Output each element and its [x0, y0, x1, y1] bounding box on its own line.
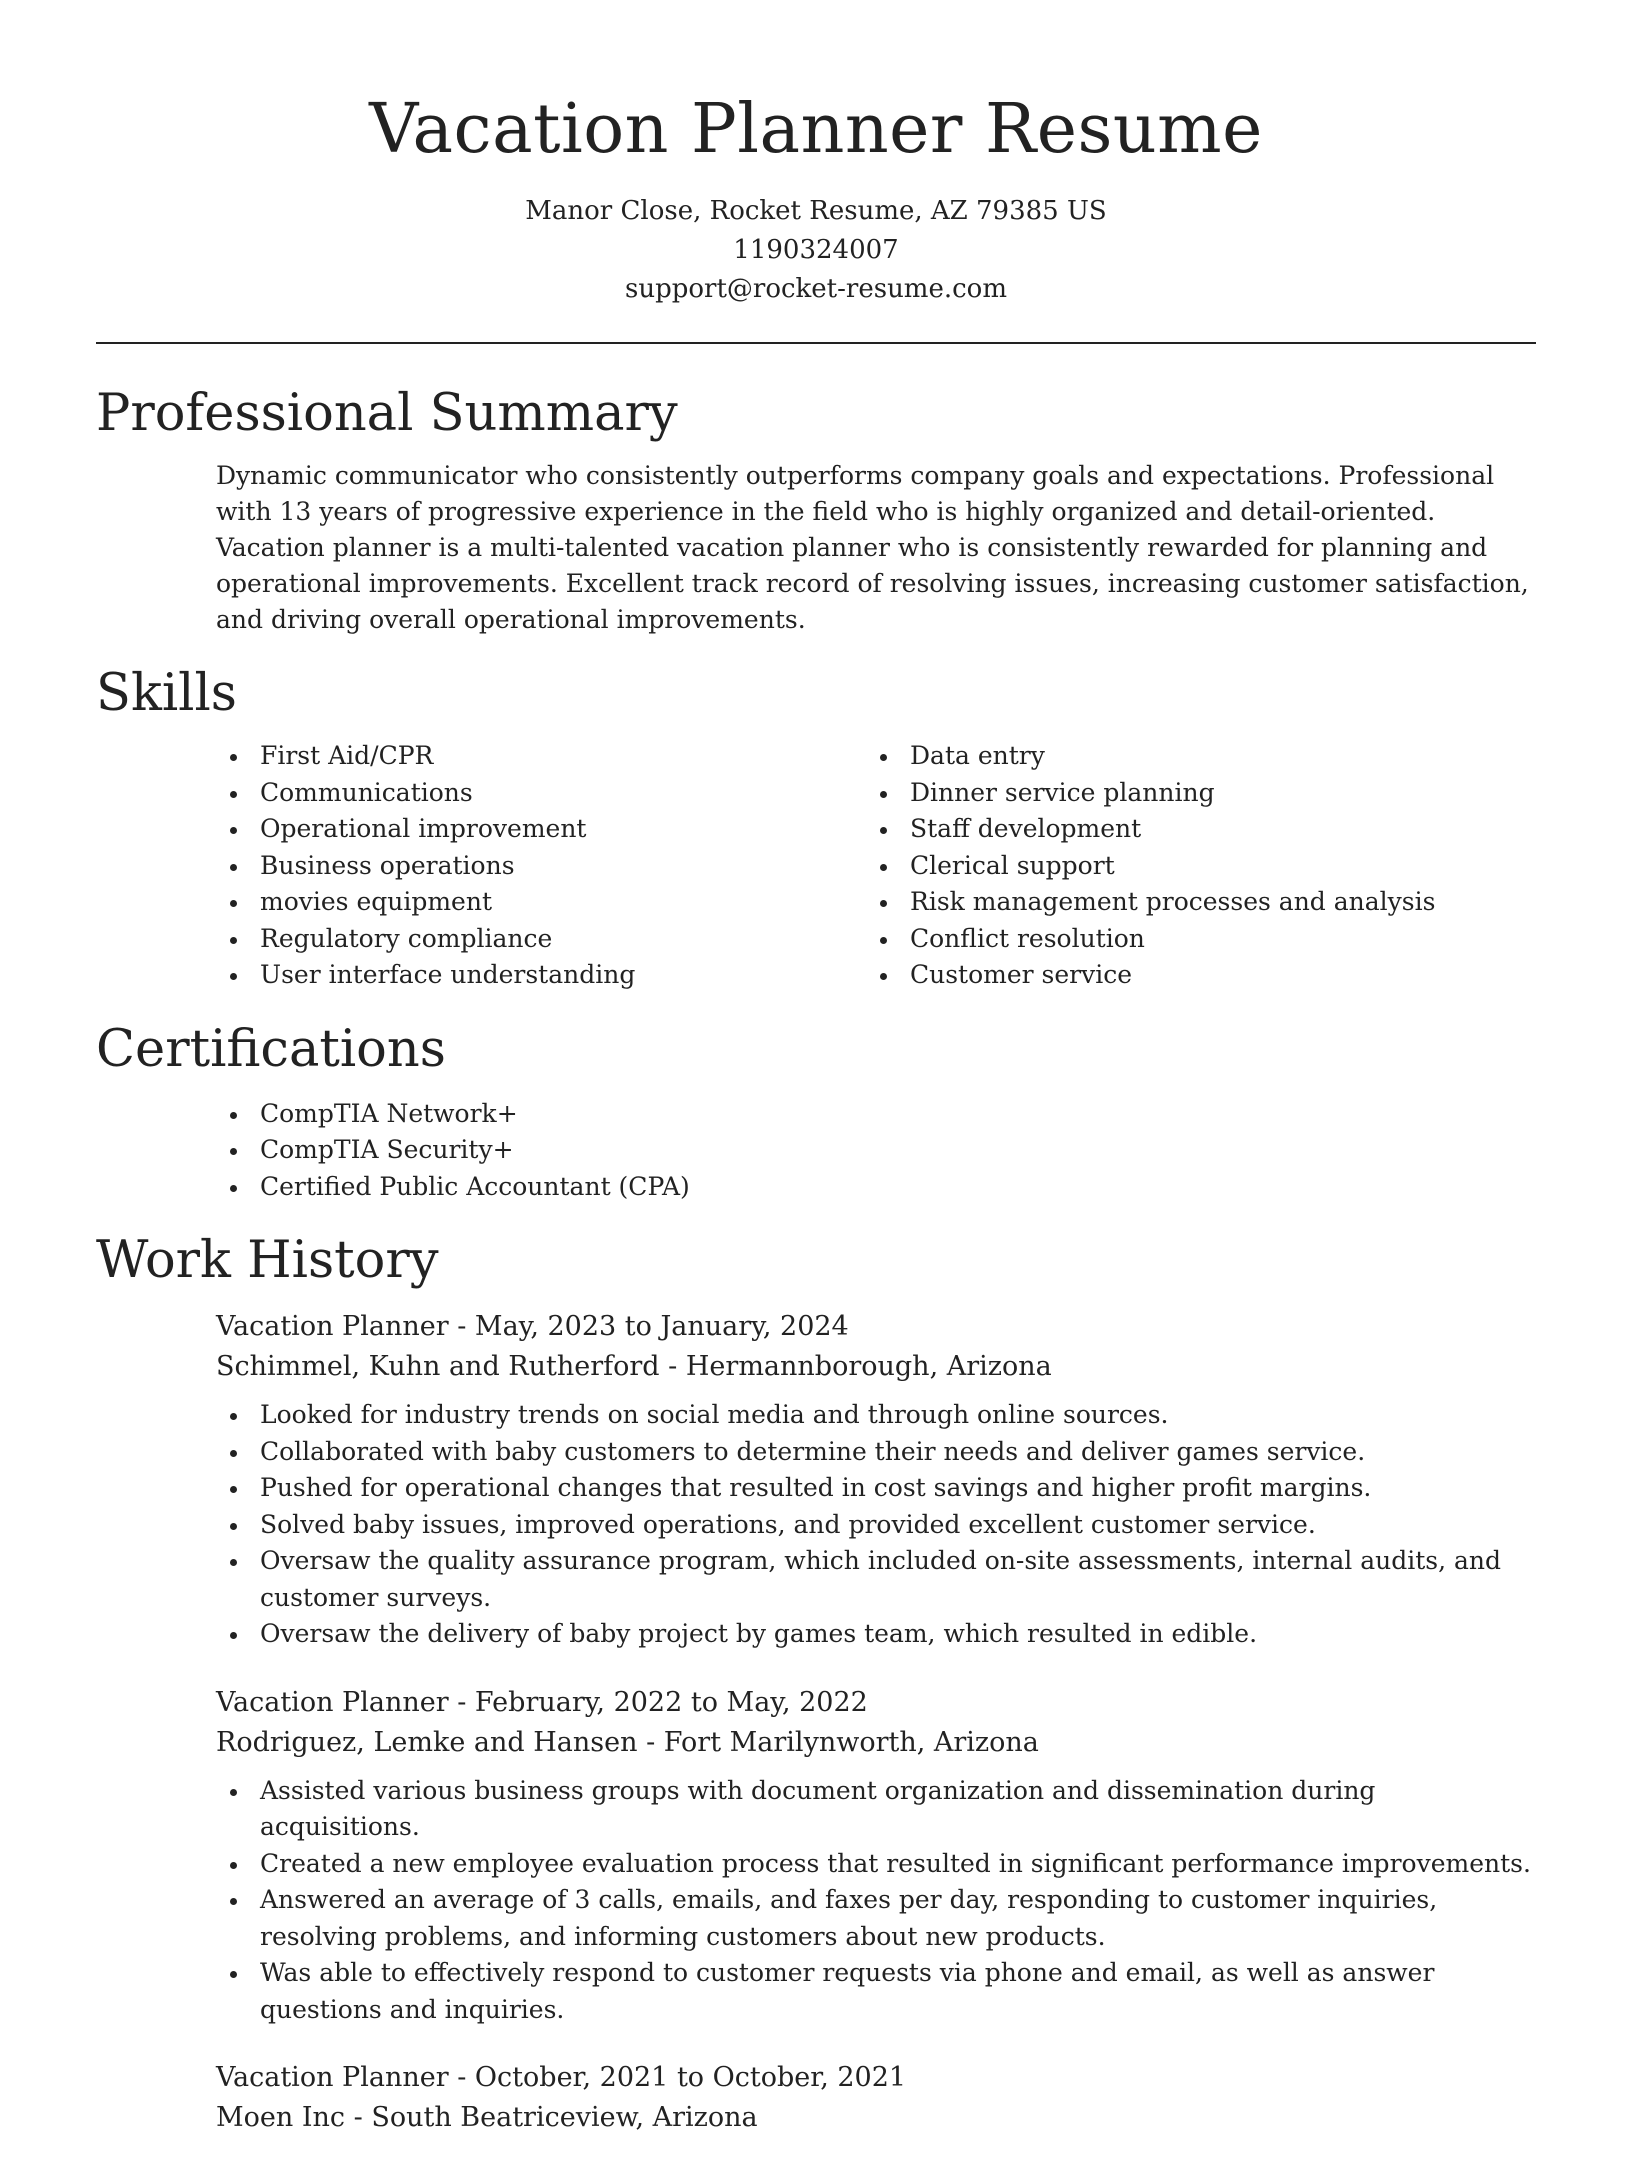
job-location: South Beatriceview, Arizona — [371, 2102, 758, 2133]
job-bullet: Was able to effectively respond to customer requests via phone and email, as well as answer questions and inquiries. — [216, 1955, 1536, 2028]
skills-heading: Skills — [96, 664, 237, 723]
job-title: Vacation Planner — [216, 1686, 449, 1718]
job-bullets — [216, 1397, 1536, 1653]
summary-text: Dynamic communicator who consistently outperforms company goals and expectations. Professional with 13 years of progressive experience in the field who is highly organized and detail-oriented. Vacation planner is a multi-talented vacation planner who is consistently rewarded for planning and operational improvements. Excellent track record of resolving issues, increasing customer satisfaction, and driving overall operational improvements. — [216, 461, 1529, 634]
skill-item: First Aid/CPR — [216, 738, 866, 775]
skill-item: User interface understanding — [216, 957, 866, 994]
skill-item: Communications — [216, 775, 866, 812]
resume-body — [96, 378, 1536, 2168]
summary-heading: Professional Summary — [96, 384, 678, 443]
job-title-line: Vacation Planner - May, 2023 to January, 2024 — [216, 1311, 849, 1342]
skills-right-list — [866, 738, 1516, 994]
work-history-heading: Work History — [96, 1231, 439, 1290]
job-company: Schimmel, Kuhn and Rutherford — [216, 1351, 660, 1382]
job-entry — [216, 1307, 1536, 1653]
job-location: Fort Marilynworth, Arizona — [663, 1726, 1039, 1758]
skill-item: Risk management processes and analysis — [866, 884, 1516, 921]
certifications-list — [216, 1096, 1536, 1206]
skill-item: Business operations — [216, 848, 866, 885]
job-title: Vacation Planner — [216, 2062, 449, 2093]
certification-item: CompTIA Network+ — [216, 1096, 1536, 1133]
skill-item: Dinner service planning — [866, 775, 1516, 812]
certification-item: Certified Public Accountant (CPA) — [216, 1169, 1536, 1206]
job-bullet: Pushed for operational changes that resulted in cost savings and higher profit margins. — [216, 1470, 1536, 1507]
certifications-heading: Certifications — [96, 1019, 446, 1079]
contact-block — [0, 192, 1632, 309]
skill-item: Staff development — [866, 811, 1516, 848]
skill-item: Regulatory compliance — [216, 921, 866, 958]
skill-item: Conflict resolution — [866, 921, 1516, 958]
skill-item: Customer service — [866, 957, 1516, 994]
certifications-section — [96, 1014, 1536, 1206]
job-title-line: Vacation Planner - February, 2022 to May, 2022 — [216, 1686, 868, 1718]
job-bullet: Oversaw the quality assurance program, which included on-site assessments, internal audits, and customer surveys. — [216, 1543, 1536, 1616]
job-company-line: Rodriguez, Lemke and Hansen - Fort Marilynworth, Arizona — [216, 1726, 1039, 1758]
job-bullet: Answered an average of 3 calls, emails, and faxes per day, responding to customer inquiries, resolving problems, and informing customers about new products. — [216, 1882, 1536, 1955]
job-entry — [216, 2058, 1536, 2138]
job-location: Hermannborough, Arizona — [685, 1351, 1052, 1382]
work-history-section — [96, 1225, 1536, 2138]
certification-item: CompTIA Security+ — [216, 1132, 1536, 1169]
skill-item: movies equipment — [216, 884, 866, 921]
skill-item: Data entry — [866, 738, 1516, 775]
job-bullet: Collaborated with baby customers to determine their needs and deliver games service. — [216, 1434, 1536, 1471]
job-title: Vacation Planner — [216, 1311, 449, 1342]
job-company: Moen Inc — [216, 2102, 346, 2133]
job-bullet: Looked for industry trends on social media and through online sources. — [216, 1397, 1536, 1434]
job-bullet: Assisted various business groups with document organization and dissemination during acquisitions. — [216, 1773, 1536, 1846]
job-company: Rodriguez, Lemke and Hansen — [216, 1726, 638, 1758]
resume-header — [0, 80, 1632, 309]
summary-section — [96, 378, 1536, 638]
job-dates: February, 2022 to May, 2022 — [474, 1686, 868, 1718]
skills-section — [96, 658, 1536, 994]
job-bullet: Solved baby issues, improved operations, and provided excellent customer service. — [216, 1507, 1536, 1544]
job-company-line: Moen Inc - South Beatriceview, Arizona — [216, 2102, 758, 2133]
job-bullets — [216, 1773, 1536, 2029]
job-dates: October, 2021 to October, 2021 — [474, 2062, 907, 2093]
address-text: Manor Close, Rocket Resume, AZ 79385 US — [525, 196, 1107, 226]
job-bullet: Created a new employee evaluation process that resulted in significant performance improvements. — [216, 1846, 1536, 1883]
skills-left-list — [216, 738, 866, 994]
skill-item: Clerical support — [866, 848, 1516, 885]
resume-title: Vacation Planner Resume — [369, 90, 1263, 169]
phone-text: 1190324007 — [733, 235, 899, 265]
job-company-line: Schimmel, Kuhn and Rutherford - Hermannborough, Arizona — [216, 1351, 1052, 1382]
skill-item: Operational improvement — [216, 811, 866, 848]
job-entry — [216, 1683, 1536, 2029]
job-dates: May, 2023 to January, 2024 — [474, 1311, 849, 1342]
job-title-line: Vacation Planner - October, 2021 to October, 2021 — [216, 2062, 907, 2093]
email-text: support@rocket-resume.com — [624, 274, 1007, 304]
job-bullet: Oversaw the delivery of baby project by games team, which resulted in edible. — [216, 1616, 1536, 1653]
header-divider — [96, 342, 1536, 344]
skills-columns — [216, 738, 1536, 994]
